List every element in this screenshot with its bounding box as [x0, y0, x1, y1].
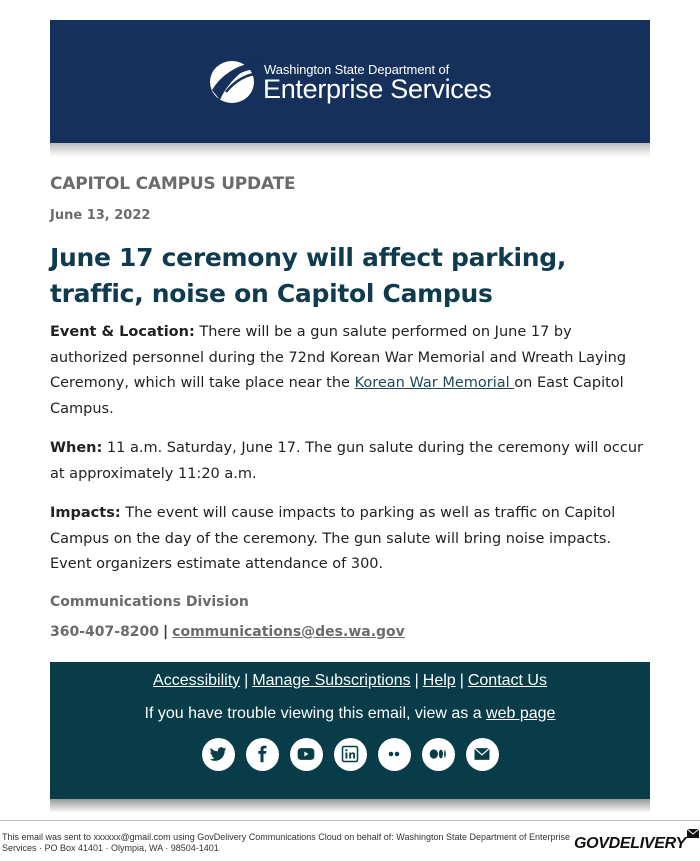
org-line-2: Enterprise Services	[263, 74, 492, 104]
help-link[interactable]: Help	[422, 671, 456, 689]
event-label: Event & Location:	[50, 324, 195, 340]
when-label: When:	[50, 440, 103, 456]
govdelivery-envelope-icon	[686, 827, 700, 839]
contact-email-link[interactable]: communications@des.wa.gov	[172, 623, 405, 640]
footer-shadow	[50, 799, 650, 813]
event-paragraph	[50, 320, 650, 422]
web-page-link[interactable]: web page	[486, 704, 556, 722]
when-paragraph	[50, 436, 650, 487]
article-date: June 13, 2022	[50, 208, 151, 223]
manage-subscriptions-link[interactable]: Manage Subscriptions	[252, 671, 411, 689]
flickr-icon[interactable]	[378, 738, 411, 771]
view-online-note	[50, 704, 650, 724]
email-body	[50, 20, 650, 813]
org-line-1: Washington State Department of	[264, 62, 450, 77]
impacts-label: Impacts:	[50, 505, 121, 521]
header-shadow	[50, 143, 650, 157]
link-separator: |	[414, 671, 419, 689]
govdelivery-logo[interactable]: GOVDELIVERY	[574, 835, 686, 852]
des-swoosh-icon	[208, 56, 260, 106]
impacts-text: The event will cause impacts to parking as well as traffic on Capitol Campus on the day of the ceremony. The gun salute will bring noise impacts. Event organizers estimate attendance of 300.	[50, 505, 616, 572]
des-logo[interactable]	[208, 56, 508, 112]
header-banner	[50, 20, 650, 143]
event-text-2: on East Capitol Campus.	[50, 375, 624, 417]
korean-war-memorial-link[interactable]: Korean War Memorial	[354, 375, 515, 391]
link-separator: |	[459, 671, 464, 689]
disclaimer-text: This email was sent to xxxxxx@gmail.com using GovDelivery Communications Cloud on behalf of: Washington State Department of Enterprise Services · PO Box 41401 · Olympia, WA · 98504-1401	[2, 832, 571, 853]
social-links	[50, 738, 650, 771]
contact-us-link[interactable]: Contact Us	[467, 671, 547, 689]
facebook-icon[interactable]	[246, 738, 279, 771]
email-icon[interactable]	[466, 738, 499, 771]
impacts-paragraph	[50, 501, 650, 578]
bottom-disclaimer-bar	[0, 820, 700, 861]
youtube-icon[interactable]	[290, 738, 323, 771]
medium-icon[interactable]	[422, 738, 455, 771]
footer-links	[50, 662, 650, 691]
link-separator: |	[244, 671, 249, 689]
section-kicker: CAPITOL CAMPUS UPDATE	[50, 174, 296, 194]
contact-separator: |	[163, 623, 169, 640]
article-headline: June 17 ceremony will affect parking, traffic, noise on Capitol Campus	[50, 243, 567, 308]
contact-phone: 360-407-8200	[50, 623, 160, 640]
when-text: 11 a.m. Saturday, June 17. The gun salute during the ceremony will occur at approximately 11:20 a.m.	[50, 440, 643, 482]
accessibility-link[interactable]: Accessibility	[153, 671, 241, 689]
event-text-1: There will be a gun salute performed on June 17 by authorized personnel during the 72nd Korean War Memorial and Wreath Laying Ceremony, which will take place near the	[50, 324, 627, 391]
view-online-text: If you have trouble viewing this email, view as a	[144, 704, 487, 722]
contact-line	[50, 622, 650, 642]
contact-division: Communications Division	[50, 593, 249, 610]
twitter-icon[interactable]	[202, 738, 235, 771]
footer-block	[50, 662, 650, 799]
linkedin-icon[interactable]	[334, 738, 367, 771]
